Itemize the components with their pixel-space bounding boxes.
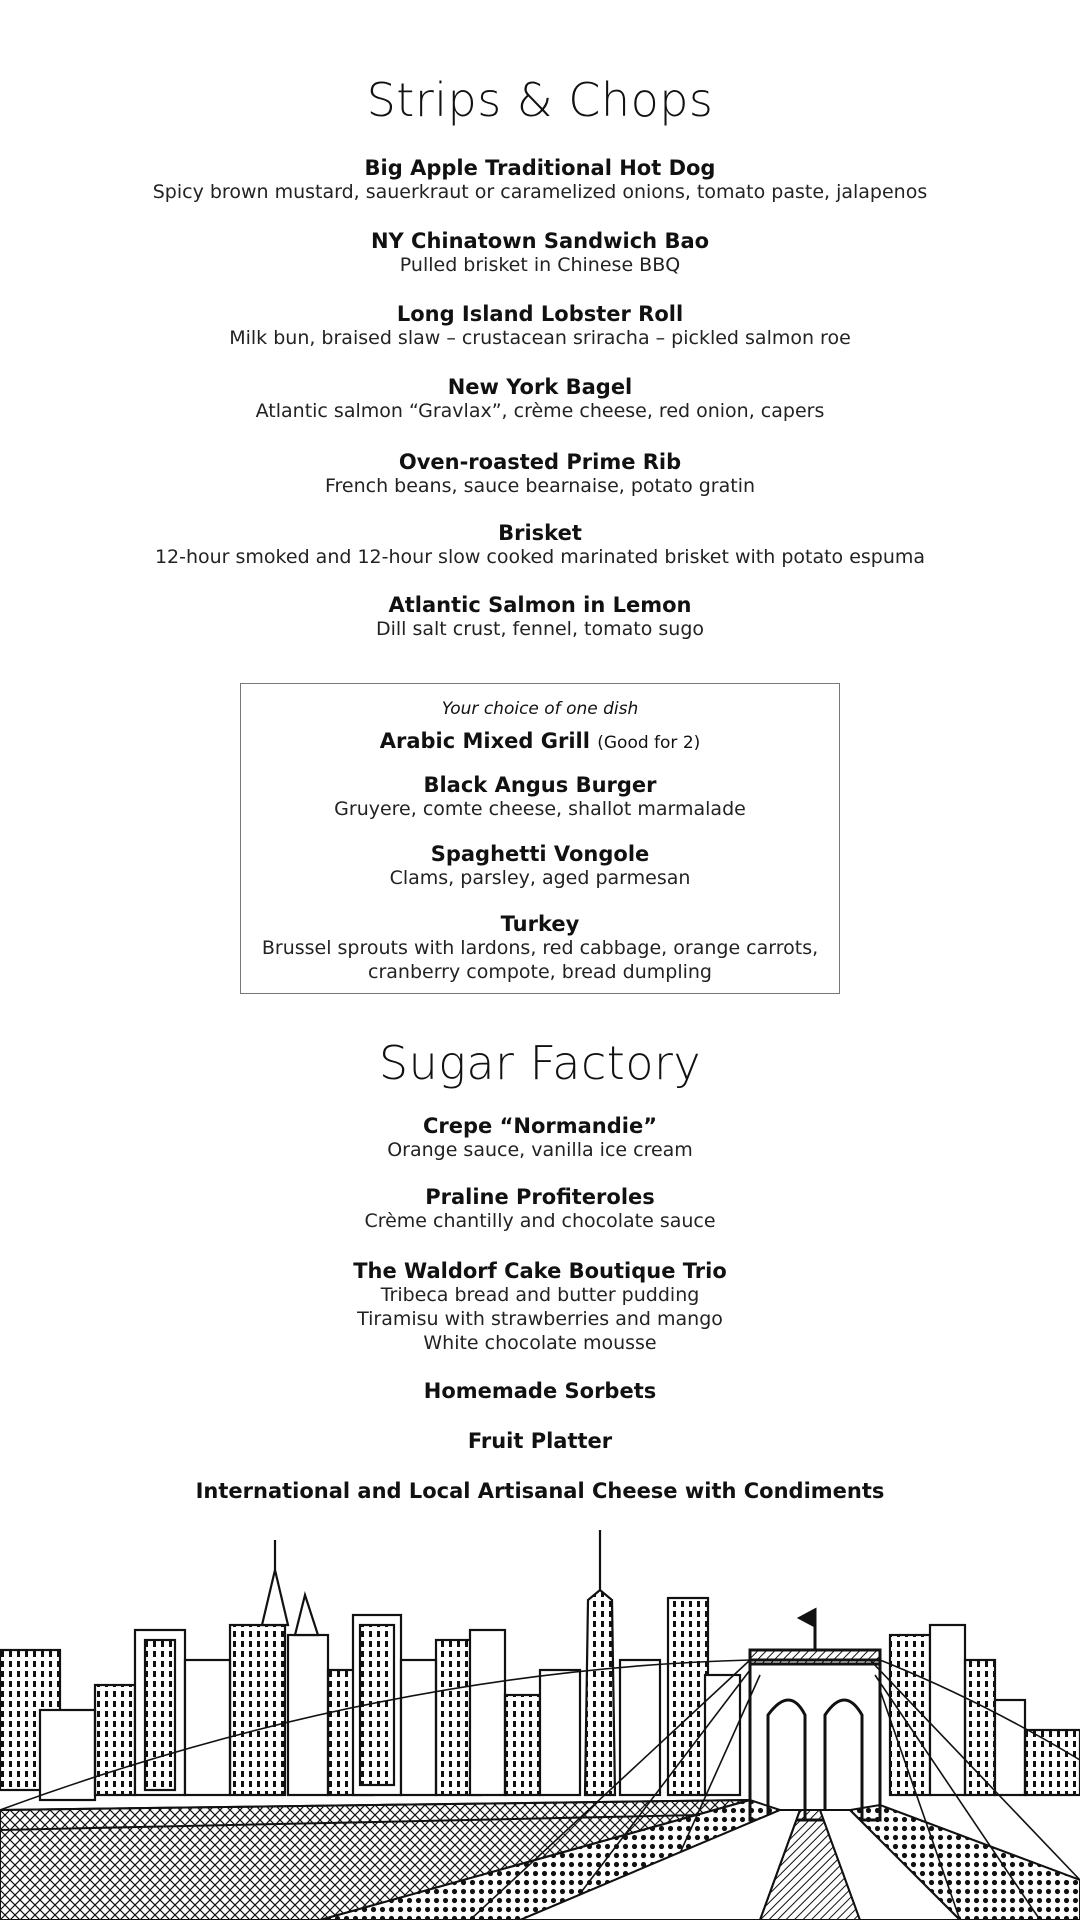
section-title-sugar-factory: Sugar Factory bbox=[378, 1036, 702, 1090]
item-qualifier: (Good for 2) bbox=[597, 733, 701, 753]
item-description: Gruyere, comte cheese, shallot marmalade bbox=[334, 798, 746, 820]
item-name: Big Apple Traditional Hot Dog bbox=[364, 156, 716, 180]
menu-item bbox=[0, 521, 1080, 569]
menu-item bbox=[0, 1379, 1080, 1403]
menu-item bbox=[241, 912, 839, 984]
item-description: French beans, sauce bearnaise, potato gratin bbox=[324, 475, 756, 497]
item-description: Orange sauce, vanilla ice cream bbox=[387, 1139, 693, 1161]
menu-item bbox=[0, 1114, 1080, 1162]
item-description-line: cranberry compote, bread dumpling bbox=[368, 961, 712, 983]
item-description: Crème chantilly and chocolate sauce bbox=[364, 1210, 716, 1232]
menu-item bbox=[0, 450, 1080, 498]
item-name: Homemade Sorbets bbox=[423, 1379, 657, 1403]
item-description: Dill salt crust, fennel, tomato sugo bbox=[375, 618, 705, 640]
item-name: Long Island Lobster Roll bbox=[396, 302, 684, 326]
item-name: Oven-roasted Prime Rib bbox=[398, 450, 682, 474]
item-name: Atlantic Salmon in Lemon bbox=[388, 593, 692, 617]
item-name: Turkey bbox=[500, 912, 580, 936]
menu-item bbox=[0, 229, 1080, 277]
menu-item bbox=[0, 1429, 1080, 1453]
item-name: Crepe “Normandie” bbox=[422, 1114, 658, 1138]
item-name: Brisket bbox=[498, 521, 582, 545]
item-description-line: Brussel sprouts with lardons, red cabbage, orange carrots, bbox=[261, 937, 819, 959]
item-description: Atlantic salmon “Gravlax”, crème cheese, red onion, capers bbox=[255, 400, 825, 422]
item-name bbox=[241, 729, 839, 755]
menu-item bbox=[0, 375, 1080, 423]
choice-note: Your choice of one dish bbox=[441, 699, 639, 719]
menu-item bbox=[241, 729, 839, 755]
menu-item bbox=[0, 156, 1080, 204]
item-description-line: White chocolate mousse bbox=[423, 1332, 657, 1354]
item-name: Black Angus Burger bbox=[423, 773, 657, 797]
menu-item bbox=[0, 593, 1080, 641]
item-description: Milk bun, braised slaw – crustacean sriracha – pickled salmon roe bbox=[229, 327, 851, 349]
item-name: New York Bagel bbox=[447, 375, 633, 399]
item-name: Praline Profiteroles bbox=[425, 1185, 655, 1209]
menu-item bbox=[241, 842, 839, 890]
item-name: NY Chinatown Sandwich Bao bbox=[370, 229, 710, 253]
item-description-line: Tribeca bread and butter pudding bbox=[380, 1284, 700, 1306]
item-name-text: Arabic Mixed Grill bbox=[379, 729, 590, 753]
choice-box bbox=[240, 683, 840, 994]
item-description-line: Tiramisu with strawberries and mango bbox=[357, 1308, 723, 1330]
item-name: The Waldorf Cake Boutique Trio bbox=[353, 1259, 727, 1283]
item-description: Clams, parsley, aged parmesan bbox=[389, 867, 691, 889]
menu-item bbox=[241, 773, 839, 821]
item-description: 12-hour smoked and 12-hour slow cooked marinated brisket with potato espuma bbox=[154, 546, 926, 568]
menu-item bbox=[0, 302, 1080, 350]
item-description: Spicy brown mustard, sauerkraut or caramelized onions, tomato paste, jalapenos bbox=[152, 181, 928, 203]
menu-item bbox=[0, 1185, 1080, 1233]
item-description: Pulled brisket in Chinese BBQ bbox=[399, 254, 681, 276]
item-name: Fruit Platter bbox=[467, 1429, 613, 1453]
item-name: International and Local Artisanal Cheese with Condiments bbox=[195, 1479, 885, 1503]
city-skyline-bridge-illustration bbox=[0, 1500, 1080, 1920]
section-title-strips-chops: Strips & Chops bbox=[366, 73, 714, 127]
menu-item bbox=[0, 1259, 1080, 1355]
item-name: Spaghetti Vongole bbox=[430, 842, 650, 866]
